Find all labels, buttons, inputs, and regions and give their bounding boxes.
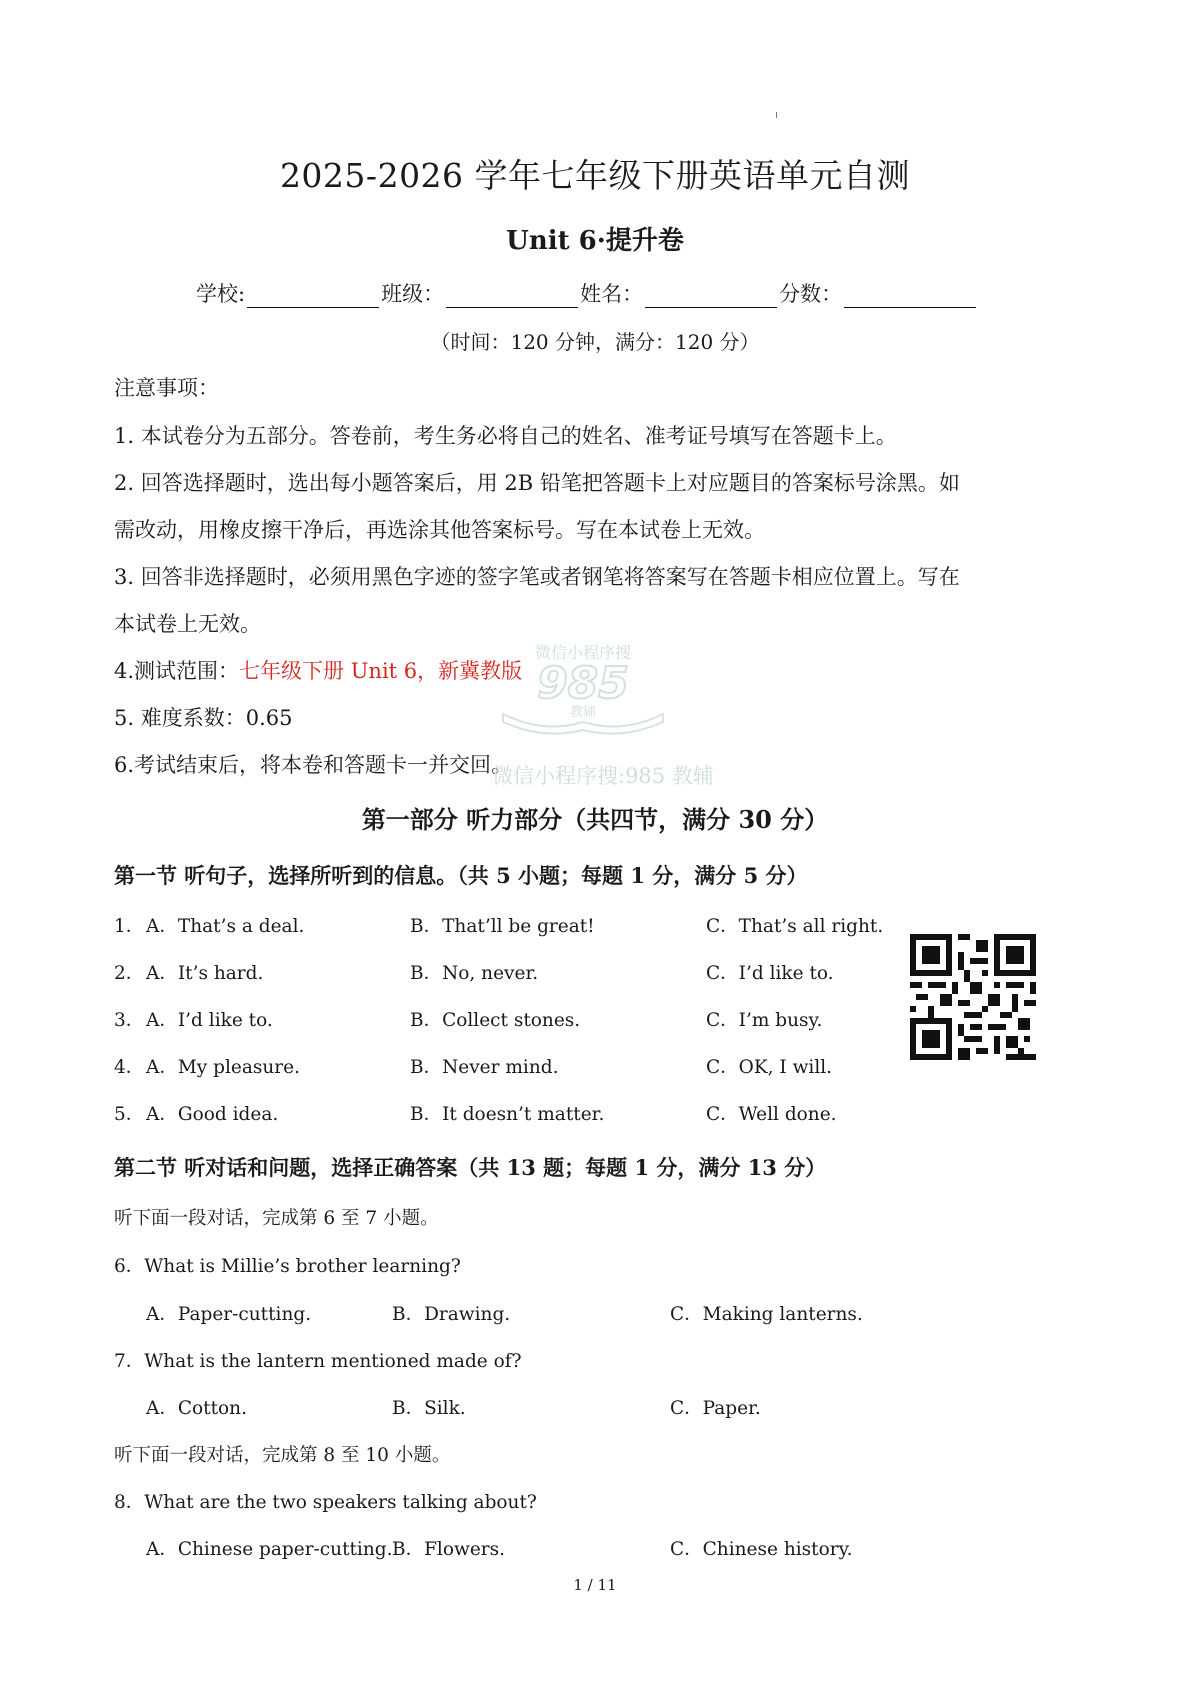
watermark-logo xyxy=(488,640,678,740)
q6-option-c: C．Making lanterns. xyxy=(670,1304,863,1325)
q1-number: 1． xyxy=(114,916,145,937)
note-3-line1: 3. 回答非选择题时，必须用黑色字迹的签字笔或者钢笔将答案写在答题卡相应位置上。写在 xyxy=(114,565,960,589)
q5-number: 5． xyxy=(114,1104,145,1125)
q4-option-b: B．Never mind. xyxy=(410,1057,559,1078)
student-info-row xyxy=(196,278,978,308)
note-5: 5. 难度系数：0.65 xyxy=(114,706,293,730)
q5-option-a: A．Good idea. xyxy=(146,1104,279,1125)
watermark-top-text: 微信小程序搜 xyxy=(534,643,632,662)
page-subtitle: Unit 6·提升卷 xyxy=(506,226,684,256)
q8-option-b: B．Flowers. xyxy=(392,1539,505,1560)
note-6: 6.考试结束后，将本卷和答题卡一并交回。 xyxy=(114,753,513,777)
qr-code[interactable] xyxy=(910,934,1036,1060)
q7-option-a: A．Cotton. xyxy=(146,1398,247,1419)
q8-option-c: C．Chinese history. xyxy=(670,1539,853,1560)
note-2-line2: 需改动，用橡皮擦干净后，再选涂其他答案标号。写在本试卷上无效。 xyxy=(114,518,765,542)
watermark-book-icon xyxy=(488,640,678,740)
q1-option-b: B．That’ll be great! xyxy=(410,916,595,937)
score-blank[interactable] xyxy=(844,285,976,308)
q3-number: 3． xyxy=(114,1010,145,1031)
note-4-label: 4.测试范围： xyxy=(114,659,240,683)
q7-option-c: C．Paper. xyxy=(670,1398,761,1419)
section2-heading: 第二节 听对话和问题，选择正确答案（共 13 题；每题 1 分，满分 13 分） xyxy=(114,1155,827,1180)
q7-question: 7．What is the lantern mentioned made of? xyxy=(114,1351,522,1372)
page-number: 1 / 11 xyxy=(573,1576,617,1594)
q1-option-c: C．That’s all right. xyxy=(706,916,884,937)
q8-option-a: A．Chinese paper-cutting. xyxy=(146,1539,393,1560)
q6-question: 6．What is Millie’s brother learning? xyxy=(114,1256,461,1277)
section1-heading: 第一节 听句子，选择所听到的信息。（共 5 小题；每题 1 分，满分 5 分） xyxy=(114,863,808,888)
score-label: 分数： xyxy=(779,282,843,306)
q2-option-b: B．No, never. xyxy=(410,963,539,984)
note-4 xyxy=(114,655,522,685)
q7-option-b: B．Silk. xyxy=(392,1398,466,1419)
q5-option-c: C．Well done. xyxy=(706,1104,837,1125)
class-blank[interactable] xyxy=(446,285,578,308)
notes-heading: 注意事项： xyxy=(114,376,219,400)
q4-option-a: A．My pleasure. xyxy=(146,1057,300,1078)
dialogue-intro-1: 听下面一段对话，完成第 6 至 7 小题。 xyxy=(114,1208,439,1229)
q2-option-c: C．I’d like to. xyxy=(706,963,834,984)
test-scope: 七年级下册 Unit 6，新冀教版 xyxy=(239,659,523,683)
qr-code-icon xyxy=(910,934,1036,1060)
q2-number: 2． xyxy=(114,963,145,984)
q3-option-a: A．I’d like to. xyxy=(146,1010,273,1031)
q3-option-c: C．I’m busy. xyxy=(706,1010,823,1031)
class-label: 班级： xyxy=(381,282,445,306)
name-blank[interactable] xyxy=(645,285,777,308)
note-3-line2: 本试卷上无效。 xyxy=(114,612,261,636)
q5-option-b: B．It doesn’t matter. xyxy=(410,1104,605,1125)
q8-question: 8．What are the two speakers talking about? xyxy=(114,1492,537,1513)
note-1: 1. 本试卷分为五部分。答卷前，考生务必将自己的姓名、准考证号填写在答题卡上。 xyxy=(114,424,897,448)
q4-option-c: C．OK, I will. xyxy=(706,1057,833,1078)
tiny-mark xyxy=(776,112,777,118)
part1-heading: 第一部分 听力部分（共四节，满分 30 分） xyxy=(361,805,829,834)
name-label: 姓名： xyxy=(580,282,644,306)
q2-option-a: A．It’s hard. xyxy=(146,963,264,984)
q4-number: 4． xyxy=(114,1057,145,1078)
time-note: （时间：120 分钟，满分：120 分） xyxy=(430,330,760,354)
dialogue-intro-2: 听下面一段对话，完成第 8 至 10 小题。 xyxy=(114,1445,451,1466)
watermark-text: 微信小程序搜:985 教辅 xyxy=(492,764,714,788)
page-title: 2025-2026 学年七年级下册英语单元自测 xyxy=(279,156,911,195)
school-blank[interactable] xyxy=(247,285,379,308)
q6-option-a: A．Paper-cutting. xyxy=(146,1304,312,1325)
school-label: 学校: xyxy=(196,282,246,306)
q3-option-b: B．Collect stones. xyxy=(410,1010,581,1031)
note-2-line1: 2. 回答选择题时，选出每小题答案后，用 2B 铅笔把答题卡上对应题目的答案标号涂黑。如 xyxy=(114,471,960,495)
q1-option-a: A．That’s a deal. xyxy=(146,916,305,937)
watermark-sub-text: 教辅 xyxy=(569,705,597,720)
q6-option-b: B．Drawing. xyxy=(392,1304,511,1325)
watermark-number: 985 xyxy=(537,658,629,709)
